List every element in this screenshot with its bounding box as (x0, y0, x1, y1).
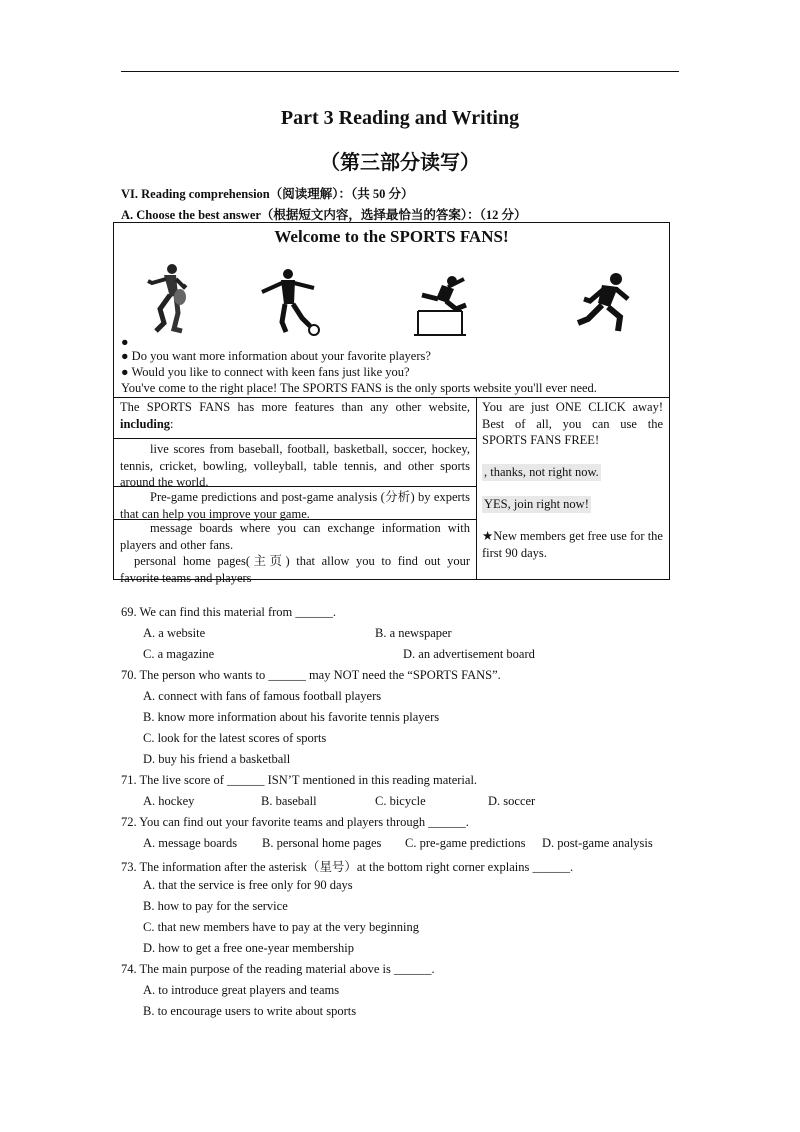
page-title: Part 3 Reading and Writing (280, 107, 520, 129)
option: B. how to pay for the service (143, 899, 288, 913)
feature-boards-pages: message boards where you can exchange information with players and other fans. personal home pages(主页) that allow you to find out your favorite teams and players (114, 519, 476, 586)
option: B. to encourage users to write about sports (143, 1004, 357, 1018)
runner-icon (572, 271, 638, 337)
soccer-player-icon (254, 268, 324, 340)
bullet-empty: ● (121, 335, 129, 349)
signup-column (476, 398, 669, 580)
option: C. a magazine (143, 647, 215, 661)
feature-live-scores: live scores from baseball, football, basketball, soccer, hockey, tennis, cricket, bowling, volleyball, table tennis, and other sports around the world. (114, 438, 476, 491)
new-member-note: ★New members get free use for the first 90 days. (482, 529, 663, 560)
advertisement-box (113, 222, 670, 585)
sports-pictures (114, 263, 669, 355)
option: D. how to get a free one-year membership (143, 941, 355, 955)
option: C. pre-game predictions (405, 836, 526, 850)
baseball-player-icon (142, 263, 192, 335)
top-rule (121, 71, 679, 72)
decline-option[interactable]: , thanks, not right now. (484, 465, 599, 479)
option: B. personal home pages (262, 836, 382, 850)
option: D. post-game analysis (542, 836, 653, 850)
option: A. that the service is free only for 90 days (143, 878, 353, 892)
option: C. bicycle (375, 794, 426, 808)
question-71: 71. The live score of ______ ISN’T mentioned in this reading material. (121, 773, 478, 787)
hurdler-icon (412, 275, 472, 337)
option: D. buy his friend a basketball (143, 752, 291, 766)
question-70: 70. The person who wants to ______ may NOT need the “SPORTS FANS”. (121, 668, 501, 682)
feature-table (114, 397, 669, 585)
option: C. that new members have to pay at the very beginning (143, 920, 419, 934)
option: B. a newspaper (375, 626, 452, 640)
option: A. connect with fans of famous football players (143, 689, 382, 703)
option: A. message boards (143, 836, 238, 850)
click-text: You are just ONE CLICK away! Best of all, you can use the SPORTS FANS FREE! (482, 400, 663, 447)
question-74: 74. The main purpose of the reading material above is ______. (121, 962, 435, 976)
page-title-chinese: （第三部分读写） (320, 152, 480, 174)
bullet-item: ● Do you want more information about your favorite players? (121, 349, 431, 363)
subsection-heading: A. Choose the best answer（根据短文内容，选择最恰当的答案）：（12 分） (121, 208, 527, 222)
option: D. an advertisement board (403, 647, 535, 661)
ad-title: Welcome to the SPORTS FANS! (274, 227, 509, 246)
question-69: 69. We can find this material from ______. (121, 605, 337, 619)
option: B. baseball (261, 794, 317, 808)
option: D. soccer (488, 794, 536, 808)
option: A. a website (143, 626, 206, 640)
bullet-item: ● Would you like to connect with keen fans just like you? (121, 365, 410, 379)
ad-intro: You've come to the right place! The SPORTS FANS is the only sports website you'll ever need. (121, 381, 597, 395)
option: B. know more information about his favorite tennis players (143, 710, 440, 724)
option: C. look for the latest scores of sports (143, 731, 327, 745)
join-option[interactable]: YES, join right now! (484, 497, 589, 511)
question-73: 73. The information after the asterisk（星号）at the bottom right corner explains ______. (121, 860, 574, 874)
option: A. hockey (143, 794, 195, 808)
feature-predictions: Pre-game predictions and post-game analysis (分析) by experts that can help you improve your game. (114, 486, 476, 522)
features-intro: The SPORTS FANS has more features than any other website, including: (120, 400, 470, 431)
section-heading: VI. Reading comprehension（阅读理解）：（共 50 分） (121, 187, 414, 201)
features-column (114, 398, 477, 585)
question-72: 72. You can find out your favorite teams and players through ______. (121, 815, 469, 829)
option: A. to introduce great players and teams (143, 983, 340, 997)
